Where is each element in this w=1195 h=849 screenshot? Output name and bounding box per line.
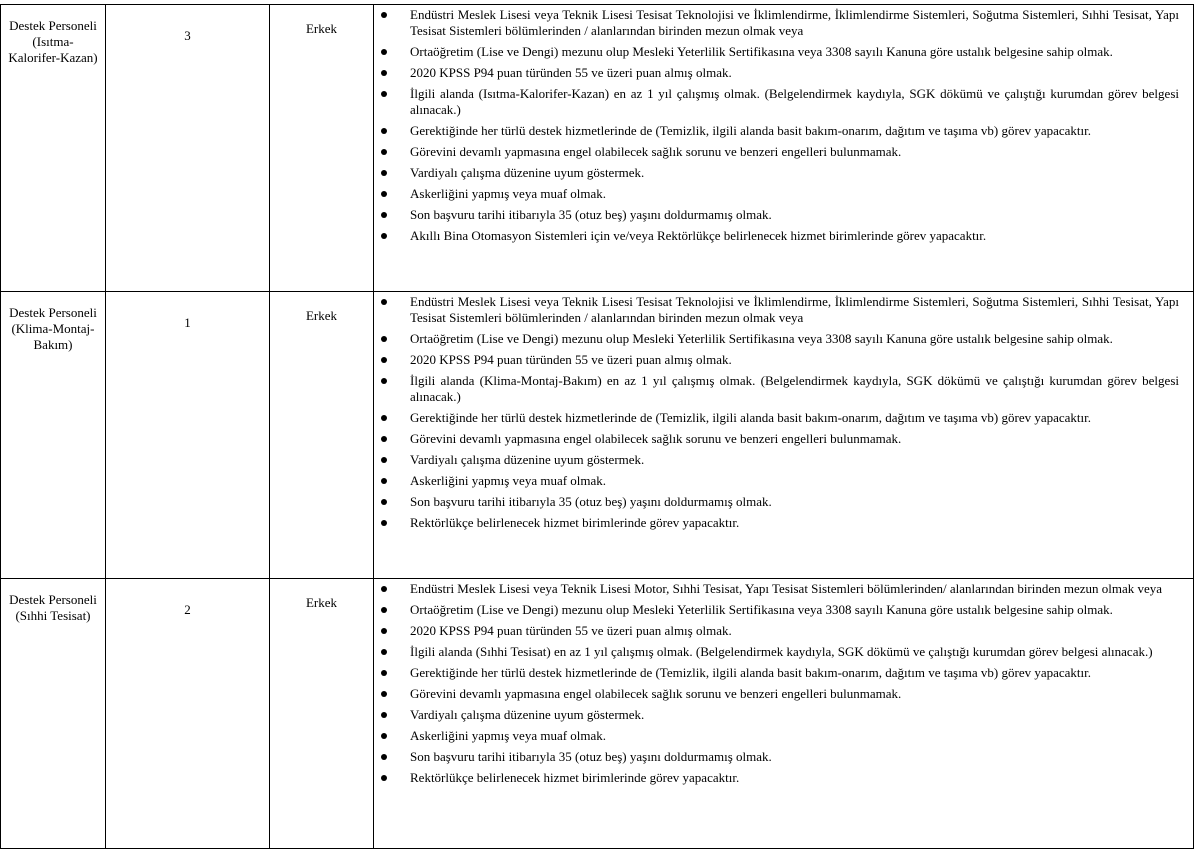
requirement-item	[374, 770, 1179, 786]
requirement-item	[374, 728, 1179, 744]
requirement-text: Görevini devamlı yapmasına engel olabilecek sağlık sorunu ve benzeri engelleri bulunmamak.	[410, 431, 902, 446]
bullet-icon	[381, 775, 387, 781]
bullet-icon	[381, 299, 387, 305]
requirement-text: 2020 KPSS P94 puan türünden 55 ve üzeri puan almış olmak.	[410, 352, 732, 367]
requirements-cell	[374, 579, 1194, 849]
bullet-icon	[381, 170, 387, 176]
requirement-text: Endüstri Meslek Lisesi veya Teknik Lisesi Tesisat Teknolojisi ve İklimlendirme, İklimlendirme Sistemleri, Soğutma Sistemleri, Sıhhi Tesisat, Yapı Tesisat Sistemleri bölümlerinden / alanlarından birinden mezun olmak veya	[410, 294, 1179, 325]
requirement-text: Son başvuru tarihi itibarıyla 35 (otuz beş) yaşını doldurmamış olmak.	[410, 749, 772, 764]
requirement-item	[374, 165, 1179, 181]
requirements-list	[374, 7, 1179, 244]
bullet-icon	[381, 586, 387, 592]
table-row	[1, 292, 1194, 579]
bullet-icon	[381, 733, 387, 739]
requirement-item	[374, 473, 1179, 489]
requirements-cell	[374, 5, 1194, 292]
requirement-item	[374, 623, 1179, 639]
requirement-item	[374, 123, 1179, 139]
bullet-icon	[381, 607, 387, 613]
requirement-text: Gerektiğinde her türlü destek hizmetlerinde de (Temizlik, ilgili alanda basit bakım-onarım, dağıtım ve taşıma vb) görev yapacaktır.	[410, 123, 1092, 138]
bullet-icon	[381, 70, 387, 76]
requirement-text: Rektörlükçe belirlenecek hizmet birimlerinde görev yapacaktır.	[410, 515, 740, 530]
requirement-item	[374, 144, 1179, 160]
requirement-text: Görevini devamlı yapmasına engel olabilecek sağlık sorunu ve benzeri engelleri bulunmamak.	[410, 686, 902, 701]
requirement-item	[374, 186, 1179, 202]
position-subtitle: (Sıhhi Tesisat)	[15, 608, 91, 623]
bullet-icon	[381, 520, 387, 526]
requirement-item	[374, 686, 1179, 702]
requirement-text: 2020 KPSS P94 puan türünden 55 ve üzeri puan almış olmak.	[410, 623, 732, 638]
bullet-icon	[381, 49, 387, 55]
requirement-text: Ortaöğretim (Lise ve Dengi) mezunu olup Mesleki Yeterlilik Sertifikasına veya 3308 sayılı Kanuna göre ustalık belgesine sahip olmak.	[410, 602, 1113, 617]
requirement-item	[374, 331, 1179, 347]
requirement-text: İlgili alanda (Klima-Montaj-Bakım) en az 1 yıl çalışmış olmak. (Belgelendirmek kaydıyla, SGK dökümü ve çalıştığı kurumdan görev belgesi alınacak.)	[410, 373, 1179, 404]
bullet-icon	[381, 649, 387, 655]
requirement-text: Görevini devamlı yapmasına engel olabilecek sağlık sorunu ve benzeri engelleri bulunmamak.	[410, 144, 902, 159]
requirement-item	[374, 44, 1179, 60]
requirement-item	[374, 65, 1179, 81]
requirement-text: Ortaöğretim (Lise ve Dengi) mezunu olup Mesleki Yeterlilik Sertifikasına veya 3308 sayılı Kanuna göre ustalık belgesine sahip olmak.	[410, 44, 1113, 59]
bullet-icon	[381, 712, 387, 718]
requirement-item	[374, 494, 1179, 510]
requirement-item	[374, 431, 1179, 447]
bullet-icon	[381, 149, 387, 155]
bullet-icon	[381, 628, 387, 634]
table-row	[1, 5, 1194, 292]
bullet-icon	[381, 378, 387, 384]
requirements-cell	[374, 292, 1194, 579]
requirement-item	[374, 581, 1179, 597]
position-subtitle: (Isıtma-Kalorifer-Kazan)	[8, 34, 98, 65]
position-gender: Erkek	[270, 5, 374, 292]
requirement-item	[374, 410, 1179, 426]
bullet-icon	[381, 499, 387, 505]
bullet-icon	[381, 336, 387, 342]
position-count: 1	[106, 292, 270, 579]
bullet-icon	[381, 457, 387, 463]
requirement-text: Akıllı Bina Otomasyon Sistemleri için ve/veya Rektörlükçe belirlenecek hizmet birimlerinde görev yapacaktır.	[410, 228, 987, 243]
requirements-list	[374, 581, 1179, 786]
requirement-text: Son başvuru tarihi itibarıyla 35 (otuz beş) yaşını doldurmamış olmak.	[410, 207, 772, 222]
position-subtitle: (Klima-Montaj-Bakım)	[11, 321, 95, 352]
bullet-icon	[381, 212, 387, 218]
bullet-icon	[381, 357, 387, 363]
requirement-text: Gerektiğinde her türlü destek hizmetlerinde de (Temizlik, ilgili alanda basit bakım-onarım, dağıtım ve taşıma vb) görev yapacaktır.	[410, 410, 1092, 425]
position-title-cell	[1, 292, 106, 579]
position-gender: Erkek	[270, 579, 374, 849]
bullet-icon	[381, 754, 387, 760]
bullet-icon	[381, 91, 387, 97]
bullet-icon	[381, 436, 387, 442]
requirement-item	[374, 515, 1179, 531]
position-title-cell	[1, 579, 106, 849]
requirement-text: Askerliğini yapmış veya muaf olmak.	[410, 186, 607, 201]
requirement-text: Endüstri Meslek Lisesi veya Teknik Lisesi Tesisat Teknolojisi ve İklimlendirme, İklimlendirme Sistemleri, Soğutma Sistemleri, Sıhhi Tesisat, Yapı Tesisat Sistemleri bölümlerinden / alanlarından birinden mezun olmak veya	[410, 7, 1179, 38]
requirement-text: Endüstri Meslek Lisesi veya Teknik Lisesi Motor, Sıhhi Tesisat, Yapı Tesisat Sistemleri bölümlerinden/ alanlarından birinden mezun olmak veya	[410, 581, 1163, 596]
requirement-text: Vardiyalı çalışma düzenine uyum göstermek.	[410, 707, 645, 722]
bullet-icon	[381, 478, 387, 484]
bullet-icon	[381, 233, 387, 239]
requirement-item	[374, 294, 1179, 326]
requirement-text: Rektörlükçe belirlenecek hizmet birimlerinde görev yapacaktır.	[410, 770, 740, 785]
requirement-text: 2020 KPSS P94 puan türünden 55 ve üzeri puan almış olmak.	[410, 65, 732, 80]
requirement-text: Gerektiğinde her türlü destek hizmetlerinde de (Temizlik, ilgili alanda basit bakım-onarım, dağıtım ve taşıma vb) görev yapacaktır.	[410, 665, 1092, 680]
requirement-item	[374, 644, 1179, 660]
bullet-icon	[381, 691, 387, 697]
requirement-text: Son başvuru tarihi itibarıyla 35 (otuz beş) yaşını doldurmamış olmak.	[410, 494, 772, 509]
requirement-item	[374, 452, 1179, 468]
position-title: Destek Personeli	[9, 305, 97, 320]
requirement-text: İlgili alanda (Isıtma-Kalorifer-Kazan) en az 1 yıl çalışmış olmak. (Belgelendirmek kaydıyla, SGK dökümü ve çalıştığı kurumdan görev belgesi alınacak.)	[410, 86, 1179, 117]
position-count: 2	[106, 579, 270, 849]
requirement-text: Askerliğini yapmış veya muaf olmak.	[410, 728, 607, 743]
requirement-item	[374, 7, 1179, 39]
requirement-item	[374, 228, 1179, 244]
bullet-icon	[381, 670, 387, 676]
requirement-item	[374, 207, 1179, 223]
position-gender: Erkek	[270, 292, 374, 579]
requirement-item	[374, 352, 1179, 368]
bullet-icon	[381, 191, 387, 197]
requirement-text: Vardiyalı çalışma düzenine uyum göstermek.	[410, 165, 645, 180]
requirement-text: Vardiyalı çalışma düzenine uyum göstermek.	[410, 452, 645, 467]
bullet-icon	[381, 128, 387, 134]
bullet-icon	[381, 415, 387, 421]
position-title: Destek Personeli	[9, 18, 97, 33]
requirement-text: Askerliğini yapmış veya muaf olmak.	[410, 473, 607, 488]
positions-table	[0, 4, 1194, 849]
position-title-cell	[1, 5, 106, 292]
requirements-list	[374, 294, 1179, 531]
positions-table-body	[1, 5, 1194, 849]
position-count: 3	[106, 5, 270, 292]
position-title: Destek Personeli	[9, 592, 97, 607]
requirement-item	[374, 86, 1179, 118]
requirement-item	[374, 602, 1179, 618]
requirement-item	[374, 665, 1179, 681]
requirement-text: İlgili alanda (Sıhhi Tesisat) en az 1 yıl çalışmış olmak. (Belgelendirmek kaydıyla, SGK dökümü ve çalıştığı kurumdan görev belgesi alınacak.)	[410, 644, 1153, 659]
bullet-icon	[381, 12, 387, 18]
table-row	[1, 579, 1194, 849]
requirement-text: Ortaöğretim (Lise ve Dengi) mezunu olup Mesleki Yeterlilik Sertifikasına veya 3308 sayılı Kanuna göre ustalık belgesine sahip olmak.	[410, 331, 1113, 346]
requirement-item	[374, 373, 1179, 405]
requirement-item	[374, 749, 1179, 765]
requirement-item	[374, 707, 1179, 723]
